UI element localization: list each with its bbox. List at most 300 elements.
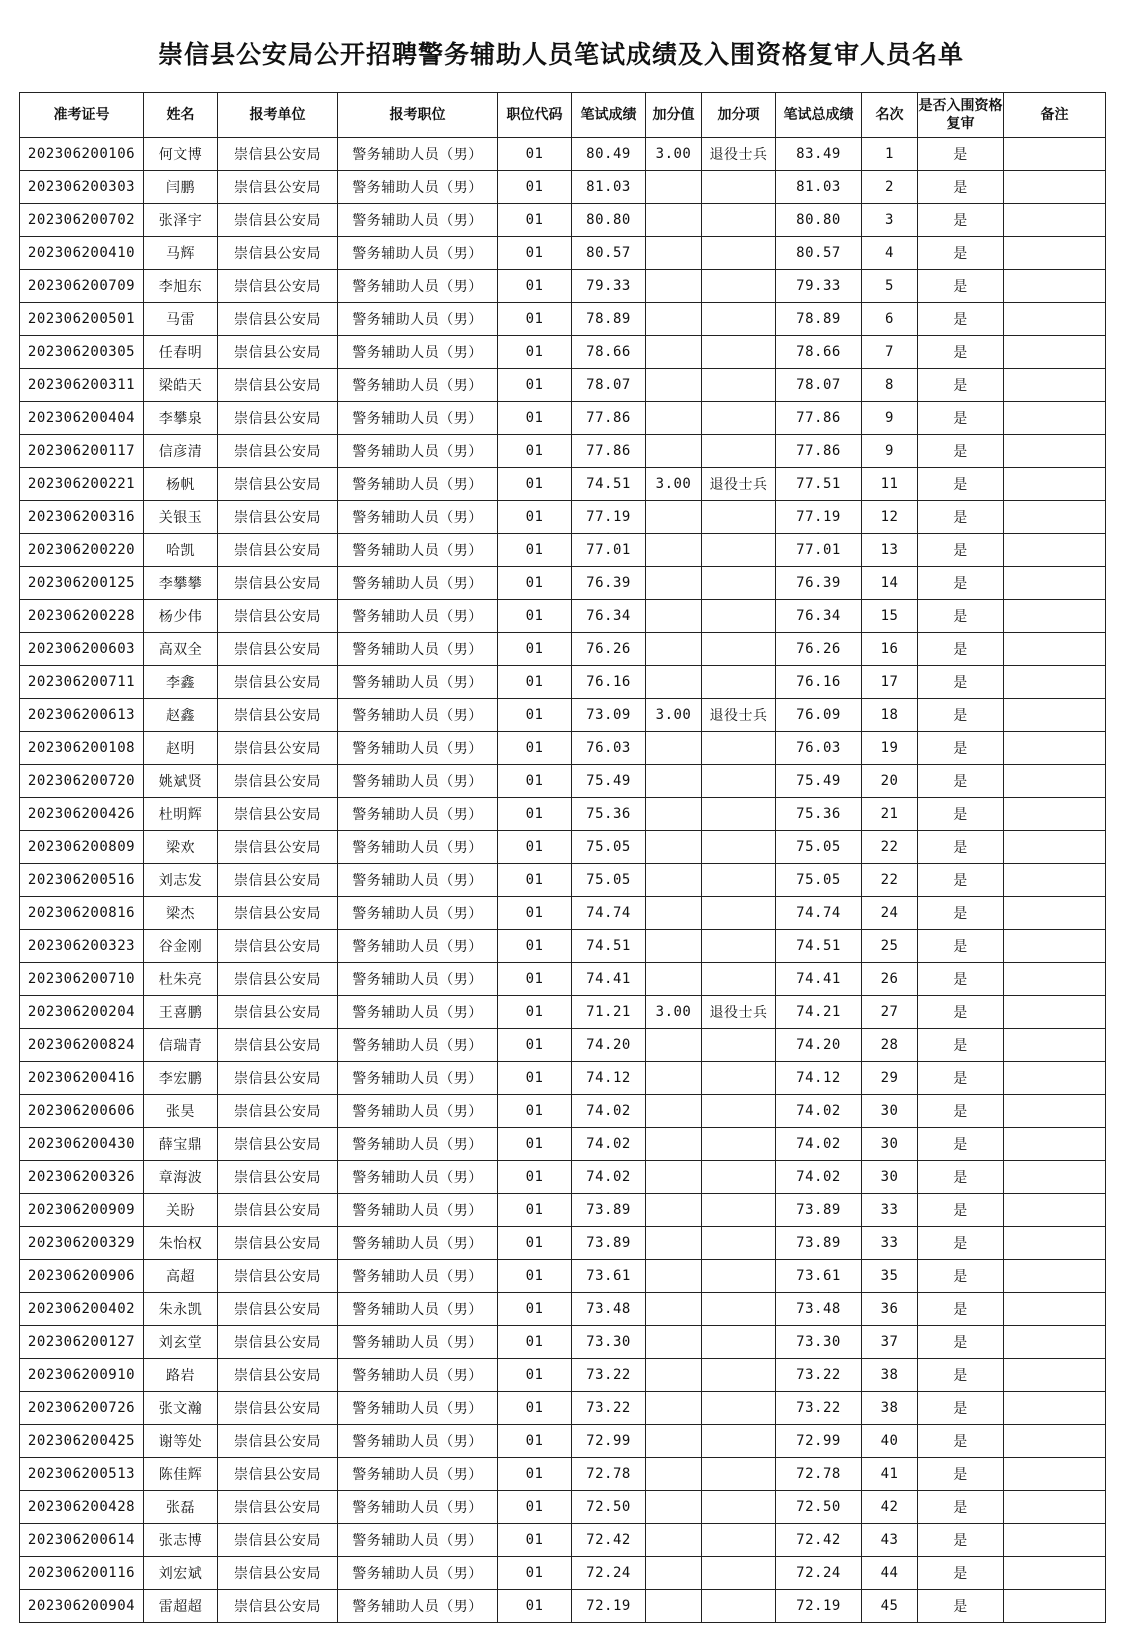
position-code-cell: 01	[498, 1524, 572, 1557]
candidate-name-cell: 高双全	[144, 633, 218, 666]
page-title: 崇信县公安局公开招聘警务辅助人员笔试成绩及入围资格复审人员名单	[157, 40, 964, 69]
written-score-cell: 72.19	[572, 1590, 646, 1623]
unit-cell: 崇信县公安局	[218, 897, 338, 930]
bonus-value-cell	[646, 567, 702, 600]
candidate-name-cell: 赵明	[144, 732, 218, 765]
candidate-name-cell: 张磊	[144, 1491, 218, 1524]
candidate-name-cell: 章海波	[144, 1161, 218, 1194]
bonus-value-cell	[646, 600, 702, 633]
position-cell: 警务辅助人员（男）	[338, 600, 498, 633]
position-cell: 警务辅助人员（男）	[338, 666, 498, 699]
written-score-cell: 78.89	[572, 303, 646, 336]
total-score-cell: 78.66	[776, 336, 862, 369]
written-score-cell: 77.86	[572, 402, 646, 435]
shortlisted-cell: 是	[918, 633, 1004, 666]
exam-number-cell: 202306200710	[20, 963, 144, 996]
exam-number-cell: 202306200501	[20, 303, 144, 336]
written-score-cell: 80.49	[572, 138, 646, 171]
position-code-cell: 01	[498, 534, 572, 567]
written-score-cell: 75.05	[572, 831, 646, 864]
shortlisted-cell: 是	[918, 1029, 1004, 1062]
unit-cell: 崇信县公安局	[218, 1293, 338, 1326]
bonus-item-cell	[702, 270, 776, 303]
total-score-cell: 74.41	[776, 963, 862, 996]
exam-number-cell: 202306200220	[20, 534, 144, 567]
position-code-cell: 01	[498, 237, 572, 270]
position-cell: 警务辅助人员（男）	[338, 633, 498, 666]
bonus-item-cell	[702, 1128, 776, 1161]
position-cell: 警务辅助人员（男）	[338, 204, 498, 237]
bonus-value-cell	[646, 1392, 702, 1425]
exam-number-cell: 202306200125	[20, 567, 144, 600]
total-score-cell: 75.05	[776, 864, 862, 897]
rank-cell: 22	[862, 864, 918, 897]
header-unit: 报考单位	[218, 93, 338, 138]
bonus-value-cell	[646, 435, 702, 468]
exam-number-cell: 202306200106	[20, 138, 144, 171]
written-score-cell: 77.19	[572, 501, 646, 534]
table-row	[20, 138, 1106, 171]
position-code-cell: 01	[498, 1062, 572, 1095]
unit-cell: 崇信县公安局	[218, 1359, 338, 1392]
position-cell: 警务辅助人员（男）	[338, 171, 498, 204]
position-code-cell: 01	[498, 171, 572, 204]
rank-cell: 30	[862, 1128, 918, 1161]
candidate-name-cell: 刘志发	[144, 864, 218, 897]
total-score-cell: 73.22	[776, 1392, 862, 1425]
shortlisted-cell: 是	[918, 1128, 1004, 1161]
rank-cell: 18	[862, 699, 918, 732]
remarks-cell	[1004, 369, 1106, 402]
bonus-value-cell	[646, 501, 702, 534]
candidate-name-cell: 刘玄堂	[144, 1326, 218, 1359]
bonus-value-cell	[646, 1128, 702, 1161]
unit-cell: 崇信县公安局	[218, 732, 338, 765]
remarks-cell	[1004, 1590, 1106, 1623]
bonus-value-cell	[646, 1557, 702, 1590]
exam-number-cell: 202306200513	[20, 1458, 144, 1491]
total-score-cell: 73.89	[776, 1194, 862, 1227]
table-row	[20, 930, 1106, 963]
position-code-cell: 01	[498, 468, 572, 501]
position-cell: 警务辅助人员（男）	[338, 765, 498, 798]
table-row	[20, 864, 1106, 897]
position-cell: 警务辅助人员（男）	[338, 1326, 498, 1359]
position-code-cell: 01	[498, 1029, 572, 1062]
position-cell: 警务辅助人员（男）	[338, 1227, 498, 1260]
unit-cell: 崇信县公安局	[218, 204, 338, 237]
exam-number-cell: 202306200116	[20, 1557, 144, 1590]
position-code-cell: 01	[498, 1095, 572, 1128]
rank-cell: 35	[862, 1260, 918, 1293]
bonus-item-cell	[702, 1293, 776, 1326]
remarks-cell	[1004, 435, 1106, 468]
total-score-cell: 74.12	[776, 1062, 862, 1095]
total-score-cell: 74.02	[776, 1128, 862, 1161]
unit-cell: 崇信县公安局	[218, 930, 338, 963]
bonus-item-cell	[702, 402, 776, 435]
remarks-cell	[1004, 336, 1106, 369]
written-score-cell: 74.02	[572, 1161, 646, 1194]
position-code-cell: 01	[498, 699, 572, 732]
unit-cell: 崇信县公安局	[218, 666, 338, 699]
total-score-cell: 83.49	[776, 138, 862, 171]
position-cell: 警务辅助人员（男）	[338, 567, 498, 600]
shortlisted-cell: 是	[918, 1590, 1004, 1623]
shortlisted-cell: 是	[918, 237, 1004, 270]
table-row	[20, 765, 1106, 798]
position-cell: 警务辅助人员（男）	[338, 897, 498, 930]
bonus-item-cell	[702, 1590, 776, 1623]
position-cell: 警务辅助人员（男）	[338, 369, 498, 402]
written-score-cell: 74.41	[572, 963, 646, 996]
unit-cell: 崇信县公安局	[218, 501, 338, 534]
rank-cell: 40	[862, 1425, 918, 1458]
bonus-item-cell	[702, 534, 776, 567]
bonus-value-cell	[646, 171, 702, 204]
position-cell: 警务辅助人员（男）	[338, 1095, 498, 1128]
rank-cell: 27	[862, 996, 918, 1029]
table-row	[20, 1029, 1106, 1062]
written-score-cell: 77.86	[572, 435, 646, 468]
bonus-value-cell	[646, 1095, 702, 1128]
header-exam-number: 准考证号	[20, 93, 144, 138]
position-cell: 警务辅助人员（男）	[338, 1524, 498, 1557]
bonus-value-cell	[646, 897, 702, 930]
rank-cell: 14	[862, 567, 918, 600]
exam-number-cell: 202306200127	[20, 1326, 144, 1359]
unit-cell: 崇信县公安局	[218, 1458, 338, 1491]
written-score-cell: 80.80	[572, 204, 646, 237]
exam-number-cell: 202306200430	[20, 1128, 144, 1161]
remarks-cell	[1004, 468, 1106, 501]
table-row	[20, 1425, 1106, 1458]
bonus-item-cell	[702, 1557, 776, 1590]
table-row	[20, 666, 1106, 699]
remarks-cell	[1004, 237, 1106, 270]
written-score-cell: 81.03	[572, 171, 646, 204]
written-score-cell: 73.48	[572, 1293, 646, 1326]
shortlisted-cell: 是	[918, 402, 1004, 435]
position-code-cell: 01	[498, 1557, 572, 1590]
remarks-cell	[1004, 270, 1106, 303]
position-code-cell: 01	[498, 732, 572, 765]
bonus-value-cell	[646, 633, 702, 666]
shortlisted-cell: 是	[918, 336, 1004, 369]
unit-cell: 崇信县公安局	[218, 864, 338, 897]
rank-cell: 13	[862, 534, 918, 567]
exam-number-cell: 202306200709	[20, 270, 144, 303]
position-cell: 警务辅助人员（男）	[338, 303, 498, 336]
unit-cell: 崇信县公安局	[218, 1062, 338, 1095]
bonus-value-cell	[646, 1524, 702, 1557]
bonus-item-cell	[702, 1326, 776, 1359]
bonus-value-cell	[646, 930, 702, 963]
exam-number-cell: 202306200329	[20, 1227, 144, 1260]
bonus-value-cell	[646, 963, 702, 996]
unit-cell: 崇信县公安局	[218, 831, 338, 864]
position-cell: 警务辅助人员（男）	[338, 1293, 498, 1326]
unit-cell: 崇信县公安局	[218, 1029, 338, 1062]
bonus-item-cell	[702, 732, 776, 765]
exam-number-cell: 202306200303	[20, 171, 144, 204]
rank-cell: 12	[862, 501, 918, 534]
bonus-item-cell	[702, 567, 776, 600]
position-code-cell: 01	[498, 798, 572, 831]
remarks-cell	[1004, 1194, 1106, 1227]
shortlisted-cell: 是	[918, 864, 1004, 897]
bonus-item-cell: 退役士兵	[702, 138, 776, 171]
position-code-cell: 01	[498, 864, 572, 897]
table-row	[20, 204, 1106, 237]
exam-number-cell: 202306200516	[20, 864, 144, 897]
position-code-cell: 01	[498, 270, 572, 303]
written-score-cell: 74.02	[572, 1095, 646, 1128]
remarks-cell	[1004, 732, 1106, 765]
total-score-cell: 72.78	[776, 1458, 862, 1491]
bonus-item-cell	[702, 600, 776, 633]
table-row	[20, 798, 1106, 831]
table-row	[20, 501, 1106, 534]
rank-cell: 42	[862, 1491, 918, 1524]
unit-cell: 崇信县公安局	[218, 468, 338, 501]
candidate-name-cell: 何文博	[144, 138, 218, 171]
bonus-item-cell	[702, 666, 776, 699]
position-code-cell: 01	[498, 765, 572, 798]
exam-number-cell: 202306200816	[20, 897, 144, 930]
position-code-cell: 01	[498, 402, 572, 435]
written-score-cell: 76.03	[572, 732, 646, 765]
position-code-cell: 01	[498, 303, 572, 336]
rank-cell: 16	[862, 633, 918, 666]
bonus-item-cell	[702, 831, 776, 864]
remarks-cell	[1004, 1359, 1106, 1392]
table-row	[20, 369, 1106, 402]
bonus-value-cell	[646, 1260, 702, 1293]
bonus-item-cell	[702, 1161, 776, 1194]
table-row	[20, 1326, 1106, 1359]
shortlisted-cell: 是	[918, 765, 1004, 798]
position-code-cell: 01	[498, 1392, 572, 1425]
position-cell: 警务辅助人员（男）	[338, 336, 498, 369]
exam-number-cell: 202306200824	[20, 1029, 144, 1062]
position-code-cell: 01	[498, 501, 572, 534]
bonus-item-cell	[702, 237, 776, 270]
candidate-name-cell: 关盼	[144, 1194, 218, 1227]
remarks-cell	[1004, 1425, 1106, 1458]
bonus-item-cell	[702, 1227, 776, 1260]
remarks-cell	[1004, 1062, 1106, 1095]
shortlisted-cell: 是	[918, 1326, 1004, 1359]
position-code-cell: 01	[498, 831, 572, 864]
position-cell: 警务辅助人员（男）	[338, 732, 498, 765]
bonus-value-cell	[646, 1227, 702, 1260]
total-score-cell: 77.01	[776, 534, 862, 567]
written-score-cell: 73.09	[572, 699, 646, 732]
shortlisted-cell: 是	[918, 1194, 1004, 1227]
candidate-name-cell: 姚斌贤	[144, 765, 218, 798]
remarks-cell	[1004, 1524, 1106, 1557]
shortlisted-cell: 是	[918, 798, 1004, 831]
written-score-cell: 79.33	[572, 270, 646, 303]
bonus-item-cell	[702, 1359, 776, 1392]
candidate-name-cell: 关银玉	[144, 501, 218, 534]
exam-number-cell: 202306200906	[20, 1260, 144, 1293]
candidate-name-cell: 闫鹏	[144, 171, 218, 204]
total-score-cell: 80.80	[776, 204, 862, 237]
shortlisted-cell: 是	[918, 435, 1004, 468]
exam-number-cell: 202306200726	[20, 1392, 144, 1425]
shortlisted-cell: 是	[918, 534, 1004, 567]
remarks-cell	[1004, 1491, 1106, 1524]
bonus-value-cell	[646, 1293, 702, 1326]
bonus-item-cell	[702, 765, 776, 798]
unit-cell: 崇信县公安局	[218, 699, 338, 732]
exam-number-cell: 202306200316	[20, 501, 144, 534]
bonus-item-cell	[702, 633, 776, 666]
total-score-cell: 78.07	[776, 369, 862, 402]
exam-number-cell: 202306200404	[20, 402, 144, 435]
candidate-name-cell: 刘宏斌	[144, 1557, 218, 1590]
candidate-name-cell: 李宏鹏	[144, 1062, 218, 1095]
bonus-value-cell	[646, 1326, 702, 1359]
unit-cell: 崇信县公安局	[218, 138, 338, 171]
written-score-cell: 75.05	[572, 864, 646, 897]
shortlisted-cell: 是	[918, 1557, 1004, 1590]
written-score-cell: 76.39	[572, 567, 646, 600]
shortlisted-cell: 是	[918, 501, 1004, 534]
bonus-item-cell: 退役士兵	[702, 468, 776, 501]
position-code-cell: 01	[498, 666, 572, 699]
candidate-name-cell: 王喜鹏	[144, 996, 218, 1029]
bonus-item-cell	[702, 1392, 776, 1425]
remarks-cell	[1004, 1458, 1106, 1491]
candidate-name-cell: 路岩	[144, 1359, 218, 1392]
exam-number-cell: 202306200204	[20, 996, 144, 1029]
unit-cell: 崇信县公安局	[218, 1392, 338, 1425]
written-score-cell: 72.24	[572, 1557, 646, 1590]
shortlisted-cell: 是	[918, 1425, 1004, 1458]
candidate-name-cell: 杨帆	[144, 468, 218, 501]
candidate-name-cell: 薛宝鼎	[144, 1128, 218, 1161]
position-cell: 警务辅助人员（男）	[338, 930, 498, 963]
table-row	[20, 336, 1106, 369]
unit-cell: 崇信县公安局	[218, 963, 338, 996]
position-cell: 警务辅助人员（男）	[338, 270, 498, 303]
position-cell: 警务辅助人员（男）	[338, 435, 498, 468]
rank-cell: 17	[862, 666, 918, 699]
bonus-value-cell	[646, 237, 702, 270]
remarks-cell	[1004, 1227, 1106, 1260]
exam-number-cell: 202306200606	[20, 1095, 144, 1128]
table-row	[20, 600, 1106, 633]
bonus-item-cell	[702, 171, 776, 204]
candidate-name-cell: 马辉	[144, 237, 218, 270]
rank-cell: 30	[862, 1095, 918, 1128]
rank-cell: 4	[862, 237, 918, 270]
candidate-name-cell: 朱永凯	[144, 1293, 218, 1326]
candidate-name-cell: 张昊	[144, 1095, 218, 1128]
shortlisted-cell: 是	[918, 567, 1004, 600]
shortlisted-cell: 是	[918, 666, 1004, 699]
remarks-cell	[1004, 633, 1106, 666]
rank-cell: 38	[862, 1359, 918, 1392]
bonus-value-cell	[646, 336, 702, 369]
remarks-cell	[1004, 204, 1106, 237]
total-score-cell: 74.02	[776, 1095, 862, 1128]
table-row	[20, 732, 1106, 765]
unit-cell: 崇信县公安局	[218, 435, 338, 468]
bonus-item-cell	[702, 1095, 776, 1128]
position-code-cell: 01	[498, 1260, 572, 1293]
unit-cell: 崇信县公安局	[218, 1557, 338, 1590]
position-cell: 警务辅助人员（男）	[338, 1062, 498, 1095]
bonus-value-cell	[646, 798, 702, 831]
position-code-cell: 01	[498, 1293, 572, 1326]
remarks-cell	[1004, 171, 1106, 204]
exam-number-cell: 202306200221	[20, 468, 144, 501]
position-code-cell: 01	[498, 1227, 572, 1260]
remarks-cell	[1004, 1293, 1106, 1326]
shortlisted-cell: 是	[918, 600, 1004, 633]
written-score-cell: 74.51	[572, 468, 646, 501]
shortlisted-cell: 是	[918, 963, 1004, 996]
remarks-cell	[1004, 303, 1106, 336]
total-score-cell: 74.74	[776, 897, 862, 930]
written-score-cell: 77.01	[572, 534, 646, 567]
remarks-cell	[1004, 864, 1106, 897]
written-score-cell: 76.16	[572, 666, 646, 699]
total-score-cell: 77.19	[776, 501, 862, 534]
total-score-cell: 76.16	[776, 666, 862, 699]
table-row	[20, 270, 1106, 303]
total-score-cell: 73.48	[776, 1293, 862, 1326]
rank-cell: 36	[862, 1293, 918, 1326]
remarks-cell	[1004, 963, 1106, 996]
header-total-score: 笔试总成绩	[776, 93, 862, 138]
written-score-cell: 78.07	[572, 369, 646, 402]
shortlisted-cell: 是	[918, 930, 1004, 963]
shortlisted-cell: 是	[918, 1161, 1004, 1194]
total-score-cell: 76.34	[776, 600, 862, 633]
candidate-name-cell: 朱怡权	[144, 1227, 218, 1260]
table-row	[20, 897, 1106, 930]
bonus-item-cell	[702, 897, 776, 930]
rank-cell: 38	[862, 1392, 918, 1425]
bonus-value-cell	[646, 1029, 702, 1062]
position-cell: 警务辅助人员（男）	[338, 1029, 498, 1062]
exam-number-cell: 202306200904	[20, 1590, 144, 1623]
written-score-cell: 75.49	[572, 765, 646, 798]
bonus-item-cell	[702, 1062, 776, 1095]
shortlisted-cell: 是	[918, 1458, 1004, 1491]
written-score-cell: 74.02	[572, 1128, 646, 1161]
unit-cell: 崇信县公安局	[218, 1491, 338, 1524]
remarks-cell	[1004, 699, 1106, 732]
unit-cell: 崇信县公安局	[218, 1227, 338, 1260]
rank-cell: 5	[862, 270, 918, 303]
position-cell: 警务辅助人员（男）	[338, 1557, 498, 1590]
exam-number-cell: 202306200323	[20, 930, 144, 963]
table-row	[20, 1590, 1106, 1623]
unit-cell: 崇信县公安局	[218, 1326, 338, 1359]
rank-cell: 15	[862, 600, 918, 633]
remarks-cell	[1004, 666, 1106, 699]
written-score-cell: 73.89	[572, 1227, 646, 1260]
candidate-name-cell: 李鑫	[144, 666, 218, 699]
position-cell: 警务辅助人员（男）	[338, 864, 498, 897]
header-bonus-item: 加分项	[702, 93, 776, 138]
